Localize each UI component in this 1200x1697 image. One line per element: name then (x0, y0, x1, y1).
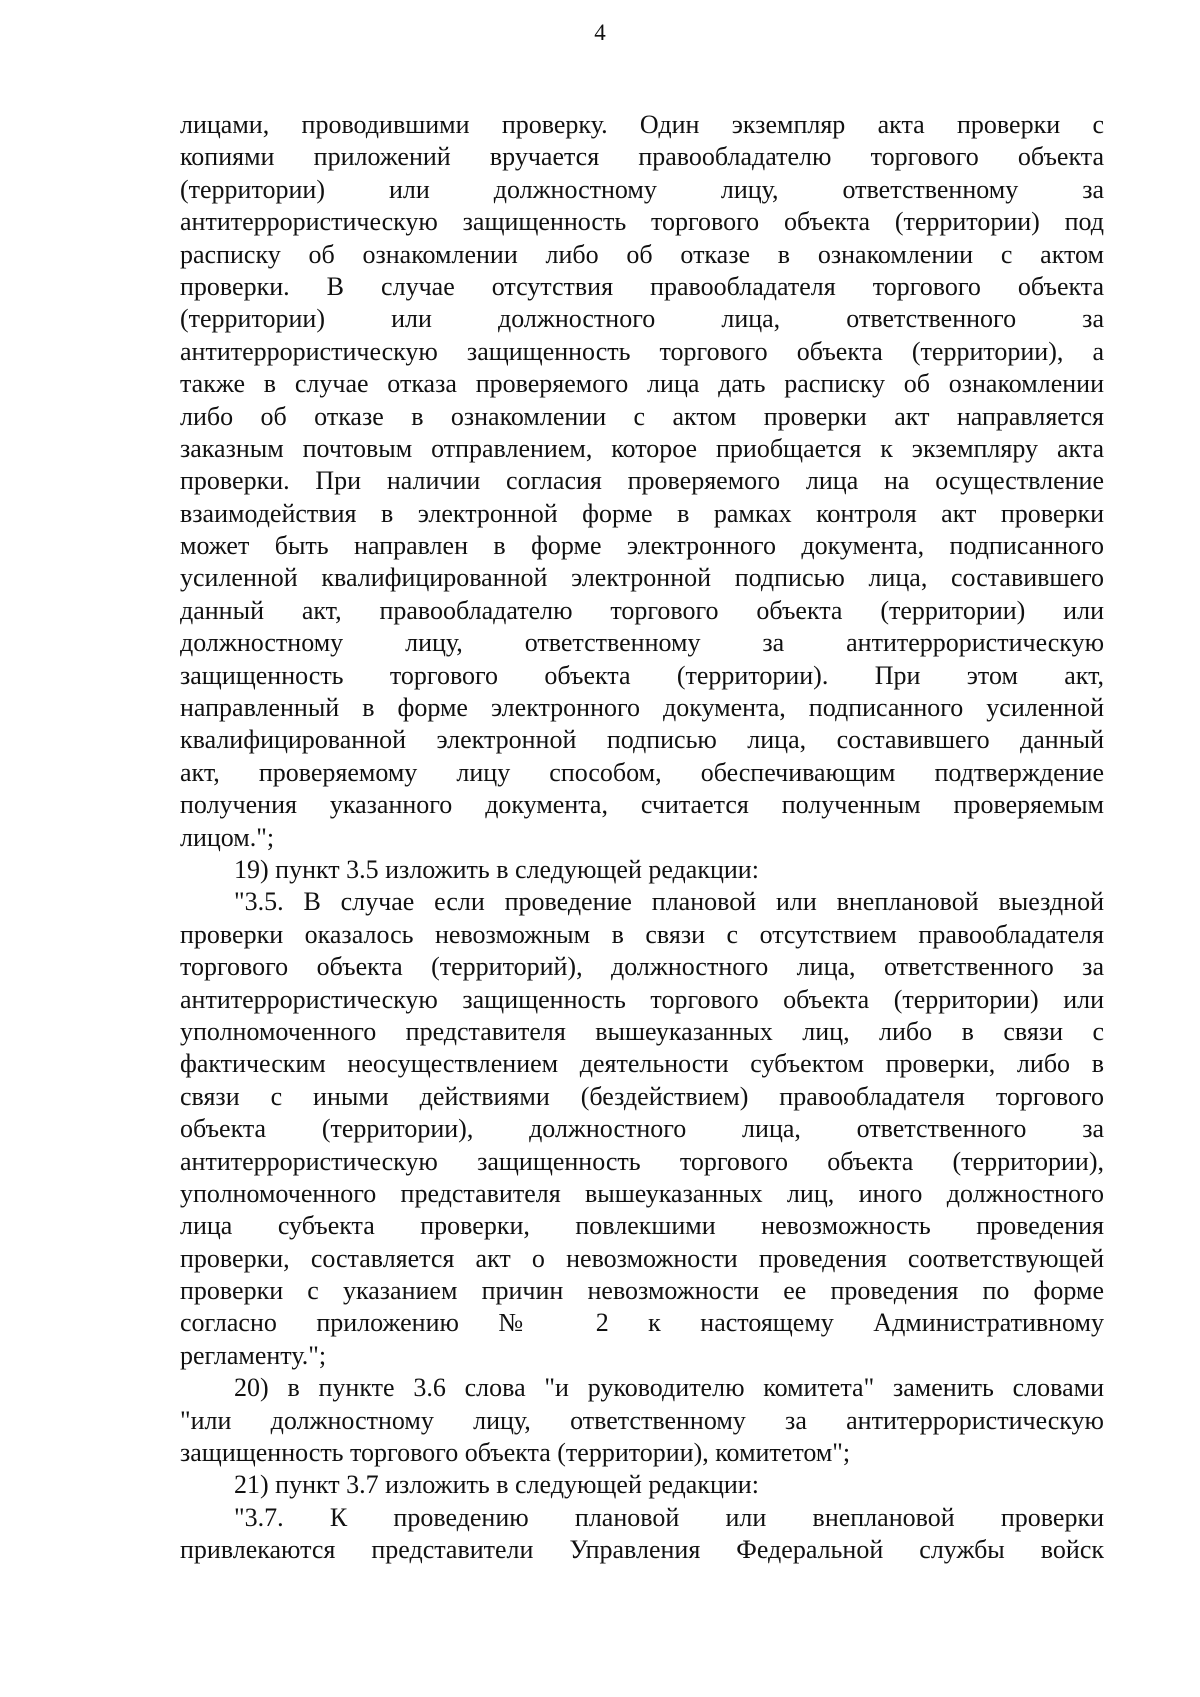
text-line: данный акт, правообладателю торгового объекта (территории) или (180, 595, 1104, 625)
text-line: лицами, проводившими проверку. Один экземпляр акта проверки с (180, 110, 1104, 139)
document-body (180, 109, 1104, 1567)
text-line: либо об отказе в ознакомлении с актом проверки акт направляется (180, 401, 1104, 431)
text-line: антитеррористическую защищенность торгового объекта (территории), (180, 1146, 1104, 1176)
text-line: связи с иными действиями (бездействием) правообладателя торгового (180, 1081, 1104, 1111)
text-line: также в случае отказа проверяемого лица дать расписку об ознакомлении (180, 369, 1104, 399)
text-line: может быть направлен в форме электронного документа, подписанного (180, 531, 1104, 561)
text-line: антитеррористическую защищенность торгового объекта (территории) или (180, 984, 1104, 1014)
text-line: получения указанного документа, считается полученным проверяемым (180, 790, 1104, 820)
text-line: антитеррористическую защищенность торгового объекта (территории), а (180, 336, 1104, 366)
text-line: объекта (территории), должностного лица, ответственного за (180, 1114, 1104, 1144)
text-line: регламенту."; (180, 1340, 327, 1370)
text-line: "3.5. В случае если проведение плановой или внеплановой выездной (234, 887, 1104, 917)
text-line: заказным почтовым отправлением, которое приобщается к экземпляру акта (180, 433, 1104, 463)
text-line: квалифицированной электронной подписью лица, составившего данный (180, 725, 1104, 755)
text-line: привлекаются представители Управления Федеральной службы войск (180, 1535, 1104, 1565)
text-line: взаимодействия в электронной форме в рамках контроля акт проверки (180, 498, 1104, 528)
text-line: лицом."; (180, 822, 275, 852)
text-line: (территории) или должностному лицу, ответственному за (180, 174, 1104, 204)
text-line: расписку об ознакомлении либо об отказе в ознакомлении с актом (180, 239, 1104, 269)
text-line: усиленной квалифицированной электронной подписью лица, составившего (180, 563, 1104, 593)
text-line: проверки, составляется акт о невозможности проведения соответствующей (180, 1243, 1104, 1273)
text-line: проверки оказалось невозможным в связи с отсутствием правообладателя (180, 919, 1104, 949)
text-line: 19) пункт 3.5 изложить в следующей редакции: (234, 854, 759, 884)
text-line: копиями приложений вручается правообладателю торгового объекта (180, 142, 1104, 172)
text-line: акт, проверяемому лицу способом, обеспечивающим подтверждение (180, 757, 1104, 787)
text-line: проверки. В случае отсутствия правообладателя торгового объекта (180, 271, 1104, 301)
text-line: "3.7. К проведению плановой или внеплановой проверки (234, 1502, 1104, 1532)
text-line: "или должностному лицу, ответственному за антитеррористическую (180, 1405, 1104, 1435)
text-line: проверки с указанием причин невозможности ее проведения по форме (180, 1276, 1104, 1306)
text-line: 21) пункт 3.7 изложить в следующей редакции: (234, 1470, 759, 1500)
text-line: торгового объекта (территорий), должностного лица, ответственного за (180, 952, 1104, 982)
text-line: защищенность торгового объекта (территории). При этом акт, (180, 660, 1104, 690)
text-line: лица субъекта проверки, повлекшими невозможность проведения (180, 1211, 1104, 1241)
text-line: (территории) или должностного лица, ответственного за (180, 304, 1104, 334)
text-line: антитеррористическую защищенность торгового объекта (территории) под (180, 207, 1104, 237)
text-line: фактическим неосуществлением деятельности субъектом проверки, либо в (180, 1049, 1104, 1079)
page-number: 4 (594, 20, 606, 45)
text-line: уполномоченного представителя вышеуказанных лиц, иного должностного (180, 1178, 1104, 1208)
text-line: должностному лицу, ответственному за антитеррористическую (180, 628, 1104, 658)
text-line: направленный в форме электронного документа, подписанного усиленной (180, 693, 1104, 723)
text-line: уполномоченного представителя вышеуказанных лиц, либо в связи с (180, 1016, 1104, 1046)
text-line: защищенность торгового объекта (территории), комитетом"; (180, 1438, 851, 1468)
text-line: 20) в пункте 3.6 слова "и руководителю комитета" заменить словами (234, 1373, 1104, 1403)
text-line: проверки. При наличии согласия проверяемого лица на осуществление (180, 466, 1104, 496)
text-line: согласно приложению № 2 к настоящему Административному (180, 1308, 1104, 1338)
